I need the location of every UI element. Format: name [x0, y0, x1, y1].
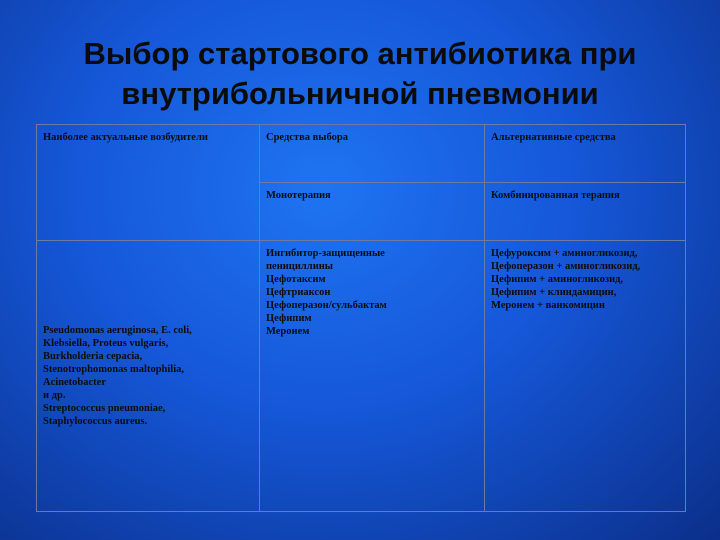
pathogen-line: Burkholderia cepacia,: [43, 351, 143, 362]
table-body-row: [37, 241, 686, 512]
choice-line: Цефтриаксон: [266, 287, 331, 298]
alternative-line: Меронем + ванкомицин: [491, 300, 605, 311]
pathogen-line: Stenotrophomonas maltophilia,: [43, 364, 184, 375]
header-choice: [260, 125, 485, 183]
choice-line: Цефотаксим: [266, 274, 326, 285]
subheader-combination: [485, 183, 686, 241]
antibiotic-table: [36, 124, 686, 512]
header-pathogens-label: Наиболее актуальные возбудители: [43, 132, 208, 143]
pathogen-line: и др.: [43, 390, 66, 401]
slide-title-line-1: Выбор стартового антибиотика при: [83, 36, 637, 71]
choice-line: Цефоперазон/сульбактам: [266, 300, 387, 311]
alternative-cell: [485, 241, 686, 512]
pathogen-line: Streptococcus pneumoniae,: [43, 403, 166, 414]
alternative-line: Цефоперазон + аминогликозид,: [491, 261, 641, 272]
header-choice-label: Средства выбора: [266, 132, 348, 143]
slide-title-line-2: внутрибольничной пневмонии: [121, 76, 599, 111]
subheader-monotherapy-label: Монотерапия: [266, 190, 331, 201]
alternative-line: Цефуроксим + аминогликозид,: [491, 248, 638, 259]
alternative-line: Цефипим + клиндамицин,: [491, 287, 617, 298]
choice-line: Ингибитор-защищенные: [266, 248, 385, 259]
subheader-combination-label: Комбинированная терапия: [491, 190, 620, 201]
header-alternative: [485, 125, 686, 183]
alternative-line: Цефипим + аминогликозид,: [491, 274, 624, 285]
header-alternative-label: Альтернативные средства: [491, 132, 616, 143]
pathogen-line: Pseudomonas aeruginosa, E. coli,: [43, 325, 192, 336]
pathogen-line: Klebsiella, Proteus vulgaris,: [43, 338, 169, 349]
choice-line: Меронем: [266, 326, 310, 337]
choice-line: Цефипим: [266, 313, 312, 324]
pathogen-line: Acinetobacter: [43, 377, 106, 388]
subheader-monotherapy: [260, 183, 485, 241]
choice-line: пенициллины: [266, 261, 333, 272]
table-header-row: [37, 125, 686, 183]
header-pathogens: [37, 125, 260, 241]
slide-title: [40, 34, 680, 114]
pathogens-cell: [37, 241, 260, 512]
choice-cell: [260, 241, 485, 512]
pathogen-line: Staphylococcus aureus.: [43, 416, 148, 427]
